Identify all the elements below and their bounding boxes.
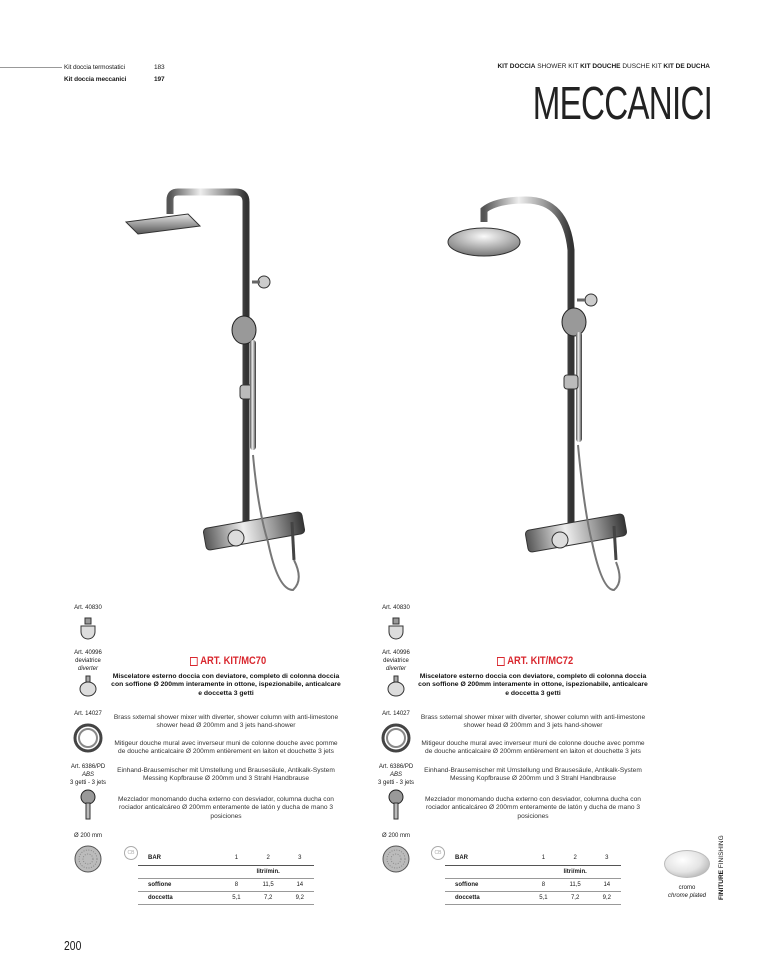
accessory-label: ABS: [81, 772, 94, 778]
shower-column-mc70-illustration: [118, 170, 320, 600]
accessory-label: Art. 6386/PD: [378, 764, 414, 770]
product-code-mc70: ART. KIT/MC70: [190, 655, 266, 667]
accessory-label: Art. 40830: [382, 605, 410, 611]
certification-badge: CB: [431, 846, 445, 860]
cartridge-icon: [76, 616, 100, 640]
checkbox-icon: [190, 657, 198, 666]
accessory-label: Art. 40996: [382, 650, 410, 656]
accessory-label: Art. 6386/PD: [70, 764, 106, 770]
accessory-label: deviatrice: [75, 658, 101, 664]
page-number: 200: [64, 938, 82, 953]
desc-it-mc72: Miscelatore esterno doccia con deviatore, completo di colonna doccia con soffione Ø 200mm interamente in ottone, ispezionabile, anticalcare e doccetta 3 getti: [418, 673, 648, 697]
hose-icon: [72, 722, 104, 754]
accessory-label: deviatrice: [383, 658, 409, 664]
index-rule: [0, 67, 62, 68]
finish-sub: chrome plated: [667, 893, 707, 899]
page-title: MECCANICI: [532, 77, 712, 129]
accessory-label: Ø 200 mm: [381, 833, 410, 839]
desc-en-mc72: Brass sxternal shower mixer with diverter, shower column with anti-limestone shower head Ø 200mm and 3 jets hand-shower: [420, 714, 646, 730]
accessory-label: 3 getti - 3 jets: [377, 780, 415, 786]
desc-it-mc70: Miscelatore esterno doccia con deviatore, completo di colonna doccia con soffione Ø 200mm interamente in ottone, ispezionabile, anticalcare e doccetta 3 getti: [111, 673, 341, 697]
diverter-icon: [76, 675, 100, 699]
cartridge-icon: [384, 616, 408, 640]
hose-icon: [380, 722, 412, 754]
hand-shower-icon: [76, 789, 100, 821]
desc-es-mc70: Mezclador monomando ducha externo con desviador, columna ducha con rociador anticalcáreo Ø 200mm enteramente de latón y ducha de mano 3 posiciones: [118, 796, 334, 820]
desc-de-mc72: Einhand-Brausemischer mit Umstellung und Brausesäule, Antikalk-System Messing Kopfbrause Ø 200mm und 3 Strahl Handbrause: [424, 767, 642, 783]
accessory-label: diverter: [77, 666, 98, 672]
accessory-label: 3 getti - 3 jets: [69, 780, 107, 786]
finish-name: cromo: [678, 885, 696, 891]
shower-head-icon: [381, 844, 411, 874]
desc-en-mc70: Brass sxternal shower mixer with diverter, shower column with anti-limestone shower head Ø 200mm and 3 jets hand-shower: [113, 714, 339, 730]
flow-table-mc72: BAR 1 2 3 litri/min. soffione 8 11,5 14 doccetta 5,1 7,2 9,2: [445, 852, 621, 905]
product-code-mc72: ART. KIT/MC72: [497, 655, 573, 667]
accessory-label: diverter: [385, 666, 406, 672]
accessory-label: Art. 14027: [382, 711, 410, 717]
desc-fr-mc72: Mitigeur douche mural avec inverseur muni de colonne douche avec pomme de douche anticalcaire Ø 200mm entièrement en laiton et douchette 3 jets: [421, 740, 645, 756]
kit-multilingual-label: KIT DOCCIA SHOWER KIT KIT DOUCHE DUSCHE KIT KIT DE DUCHA: [497, 63, 710, 70]
desc-fr-mc70: Mitigeur douche mural avec inverseur muni de colonne douche avec pomme de douche anticalcaire Ø 200mm entièrement en laiton et douchette 3 jets: [114, 740, 338, 756]
shower-column-mc72-illustration: [426, 170, 636, 600]
shower-head-icon: [73, 844, 103, 874]
chrome-finish-swatch: [664, 850, 710, 878]
desc-de-mc70: Einhand-Brausemischer mit Umstellung und Brausesäule, Antikalk-System Messing Kopfbrause Ø 200mm und 3 Strahl Handbrause: [117, 767, 335, 783]
accessory-label: ABS: [389, 772, 402, 778]
desc-es-mc72: Mezclador monomando ducha externo con desviador, columna ducha con rociador anticalcáreo Ø 200mm enteramente de latón y ducha de mano 3 posiciones: [425, 796, 641, 820]
index-item-meccanici[interactable]: Kit doccia meccanici 197: [64, 76, 165, 83]
finishing-side-label: FINITURE FINISHING: [718, 835, 725, 900]
flow-table-mc70: BAR 1 2 3 litri/min. soffione 8 11,5 14 doccetta 5,1 7,2 9,2: [138, 852, 314, 905]
hand-shower-icon: [384, 789, 408, 821]
checkbox-icon: [497, 657, 505, 666]
accessory-label: Art. 40830: [74, 605, 102, 611]
accessory-label: Art. 40996: [74, 650, 102, 656]
certification-badge: CB: [124, 846, 138, 860]
diverter-icon: [384, 675, 408, 699]
accessory-label: Art. 14027: [74, 711, 102, 717]
index-item-termostatici[interactable]: Kit doccia termostatici 183: [64, 64, 165, 71]
accessory-label: Ø 200 mm: [73, 833, 102, 839]
product-image-mc70: [118, 170, 320, 600]
product-image-mc72: [426, 170, 636, 600]
